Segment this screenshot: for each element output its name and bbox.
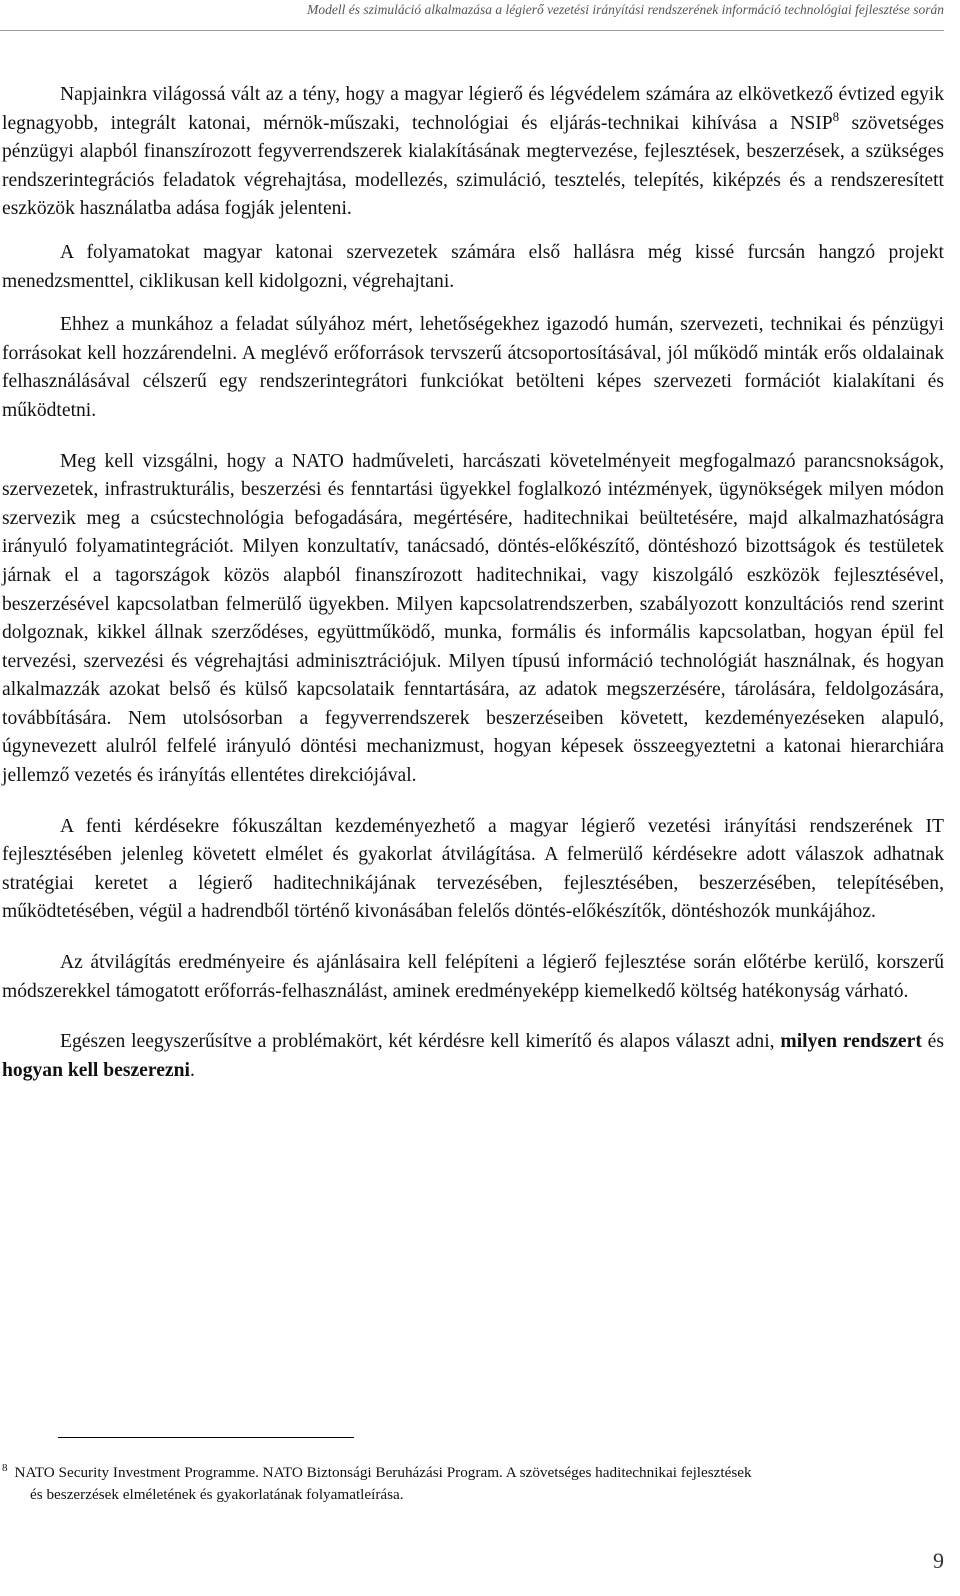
emphasis-how-procure: hogyan kell beszerezni [2,1059,190,1081]
paragraph-4: Meg kell vizsgálni, hogy a NATO hadműveleti, harcászati követelményeit megfogalmazó parancsnokságok, szervezetek, infrastrukturális, beszerzési és fenntartási ügyekkel foglalkozó intézmények, ügynökségek milyen módon szervezik meg a csúcstechnológia befogadására, megértésére, haditechnikai beültetésére, majd alkalmazhatóságra irányuló folyamatintegrációt. Milyen konzultatív, tanácsadó, döntés-előkészítő, döntéshozó bizottságok és testületek járnak el a tagországok közös alapból finanszírozott haditechnikai, vagy kiszolgáló eszközök fejlesztésével, beszerzésével kapcsolatban felmerülő ügyekben. Milyen kapcsolatrendszerben, szabályozott konzultációs rend szerint dolgoznak, kikkel állnak szerződéses, együttműködő, munka, formális és informális kapcsolatban, hogyan épül fel tervezési, szervezési és végrehajtási adminisztrációjuk. Milyen típusú információ technológiát használnak, és hogyan alkalmazzák azokat belső és külső kapcsolataik fenntartására, az adatok megszerzésére, tárolására, feldolgozására, továbbítására. Nem utolsósorban a fegyverrendszerek beszerzéseiben követett, kezdeményezéseken alapuló, úgynevezett alulról felfelé irányuló döntési mechanizmust, hogyan képesek összeegyeztetni a katonai hierarchiára jellemző vezetés és irányítás ellentétes direkciójával. [2,450,944,787]
paragraph-2: A folyamatokat magyar katonai szervezetek számára első hallásra még kissé furcsán hangzó projekt menedzsmenttel, ciklikusan kell kidolgozni, végrehajtani. [2,241,944,292]
footnote-divider [58,1437,354,1438]
paragraph-1 [2,81,944,224]
footnote-line-1: NATO Security Investment Programme. NATO Biztonsági Beruházási Program. A szövetséges haditechnikai fejlesztések [14,1464,752,1481]
footnote-reference[interactable]: 8 [832,108,840,124]
paragraph-3: Ehhez a munkához a feladat súlyához mért, lehetőségekhez igazodó humán, szervezeti, technikai és pénzügyi forrásokat kell hozzárendelni. A meglévő erőforrások tervszerű átcsoportosításával, jól működő minták erős oldalainak felhasználásával célszerű egy rendszerintegrátori funkciókat betölteni képes szervezeti formációt kialakítani és működtetni. [2,314,944,421]
paragraph-7-mid: és [921,1031,944,1053]
footnote-8 [2,1462,944,1505]
footnote-mark: 8 [2,1462,8,1474]
paragraph-7-lead: Egészen leegyszerűsítve a problémakört, két kérdésre kell kimerítő és alapos választ adni, [60,1031,781,1053]
running-header: Modell és szimuláció alkalmazása a légierő vezetési irányítási rendszerének információ technológiai fejlesztése során [307,2,944,17]
page-number: 9 [933,1548,944,1573]
paragraph-5: A fenti kérdésekre fókuszáltan kezdeményezhető a magyar légierő vezetési irányítási rendszerének IT fejlesztésében jelenleg követett elmélet és gyakorlat átvilágítása. A felmerülő kérdésekre adott válaszok adhatnak stratégiai keretet a légierő haditechnikájának tervezésében, fejlesztésében, beszerzésében, telepítésében, működtetésében, végül a hadrendből történő kivonásában felelős döntés-előkészítők, döntéshozók munkájához. [2,815,944,923]
paragraph-1-text-cont: szövetséges pénzügyi alapból finanszírozott fegyverrendszerek kialakításának megtervezése, fejlesztések, beszerzések, a szükséges rendszerintegrációs feladatok végrehajtása, modellezés, szimuláció, tesztelés, telepítés, kiképzés és a rendszeresített eszközök használatba adása fogják jelenteni. [2,112,944,220]
paragraph-7 [2,1028,944,1085]
footnote-line-2: és beszerzések elméletének és gyakorlatának folyamatleírása. [30,1485,404,1503]
paragraph-7-end: . [189,1059,195,1081]
paragraph-6: Az átvilágítás eredményeire és ajánlásaira kell felépíteni a légierő fejlesztése során előtérbe kerülő, korszerű módszerekkel támogatott erőforrás-felhasználást, aminek eredményeképp kiemelkedő költség hatékonyság várható. [2,952,944,1002]
main-body [2,81,944,1100]
emphasis-what-system: milyen rendszert [780,1031,922,1053]
header-divider [0,30,944,31]
paragraph-1-text: Napjainkra világossá vált az a tény, hogy a magyar légierő és légvédelem számára az elkövetkező évtized egyik legnagyobb, integrált katonai, mérnök-műszaki, technológiai és eljárás-technikai kihívása a NSIP [2,84,944,134]
